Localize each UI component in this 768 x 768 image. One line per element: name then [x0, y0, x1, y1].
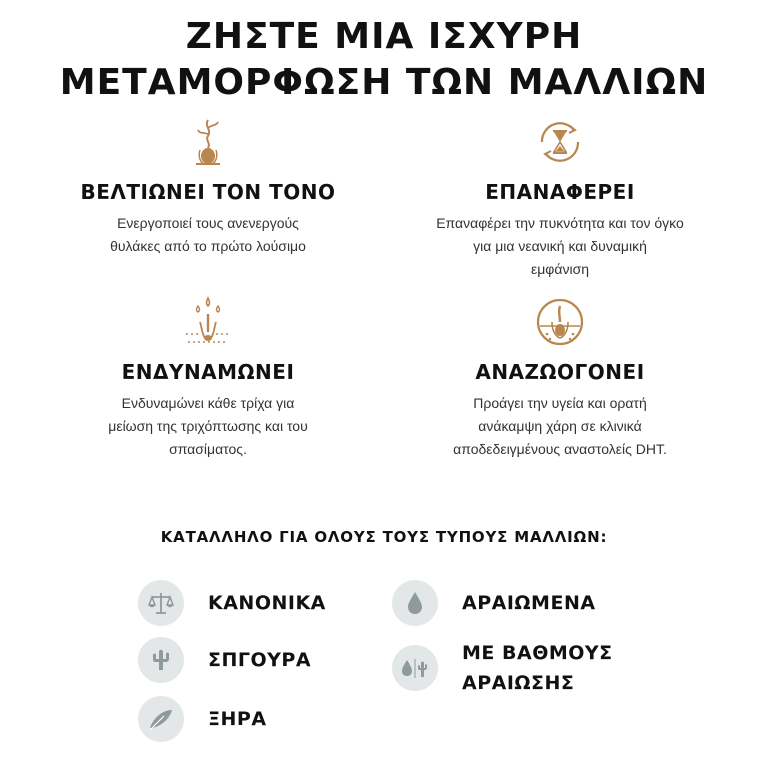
benefit-title: ΕΠΑΝΑΦΕΡΕΙ	[485, 180, 635, 204]
hair-type-normal	[138, 580, 326, 626]
icon-circle	[392, 645, 438, 691]
cactus-icon	[147, 646, 175, 674]
follicle-circle-icon	[530, 292, 590, 352]
hair-type-label: ΑΡΑΙΩΜΕΝΑ	[462, 592, 596, 614]
suitable-heading: ΚΑΤΑΛΛΗΛΟ ΓΙΑ ΟΛΟΥΣ ΤΟΥΣ ΤΥΠΟΥΣ ΜΑΛΛΙΩΝ:	[160, 528, 608, 546]
strand-drops-icon	[178, 292, 238, 352]
water-drop-icon	[401, 589, 429, 617]
benefit-improves-tone	[38, 112, 378, 258]
balance-scale-icon	[147, 589, 175, 617]
hair-type-curly	[138, 637, 311, 683]
hair-type-thinned	[392, 580, 596, 626]
icon-circle	[138, 637, 184, 683]
icon-circle	[138, 696, 184, 742]
benefit-revitalizes	[390, 292, 730, 461]
hair-type-label: ΜΕ ΒΑΘΜΟΥΣ ΑΡΑΙΩΣΗΣ	[462, 642, 613, 694]
benefit-description: Επαναφέρει την πυκνότητα και τον όγκο για μια νεανική και δυναμική εμφάνιση	[436, 215, 684, 277]
icon-circle	[138, 580, 184, 626]
benefit-description: Ενδυναμώνει κάθε τρίχα για μείωση της τριχόπτωσης και του σπασίματος.	[108, 395, 308, 457]
benefit-description: Ενεργοποιεί τους ανενεργούς θυλάκες από το πρώτο λούσιμο	[110, 215, 306, 254]
benefit-title: ΑΝΑΖΩΟΓΟΝΕΙ	[475, 360, 645, 384]
benefit-description: Προάγει την υγεία και ορατή ανάκαμψη χάρη σε κλινικά αποδεδειγμένους αναστολείς DHT.	[453, 395, 667, 457]
benefit-title: ΕΝΔΥΝΑΜΩΝΕΙ	[121, 360, 295, 384]
hair-type-dry	[138, 696, 267, 742]
feather-icon	[146, 704, 176, 734]
benefit-strengthens	[38, 292, 378, 461]
page-title	[0, 14, 768, 106]
title-line-2: ΜΕΤΑΜΟΡΦΩΣΗ ΤΩΝ ΜΑΛΛΙΩΝ	[59, 62, 709, 103]
hourglass-cycle-icon	[530, 112, 590, 172]
drop-cactus-icon	[398, 654, 432, 682]
hair-type-label: ΚΑΝΟΝΙΚΑ	[208, 592, 326, 614]
icon-circle	[392, 580, 438, 626]
title-line-1: ΖΗΣΤΕ ΜΙΑ ΙΣΧΥΡΗ	[185, 16, 583, 57]
benefit-title: ΒΕΛΤΙΩΝΕΙ ΤΟΝ ΤΟΝΟ	[80, 180, 336, 204]
hair-follicle-sprout-icon	[178, 112, 238, 172]
hair-type-graded-thinning	[392, 638, 613, 698]
benefit-restores	[390, 112, 730, 281]
hair-type-label: ΞΗΡΑ	[208, 708, 267, 730]
hair-type-label: ΣΠΓΟΥΡΑ	[208, 649, 312, 671]
